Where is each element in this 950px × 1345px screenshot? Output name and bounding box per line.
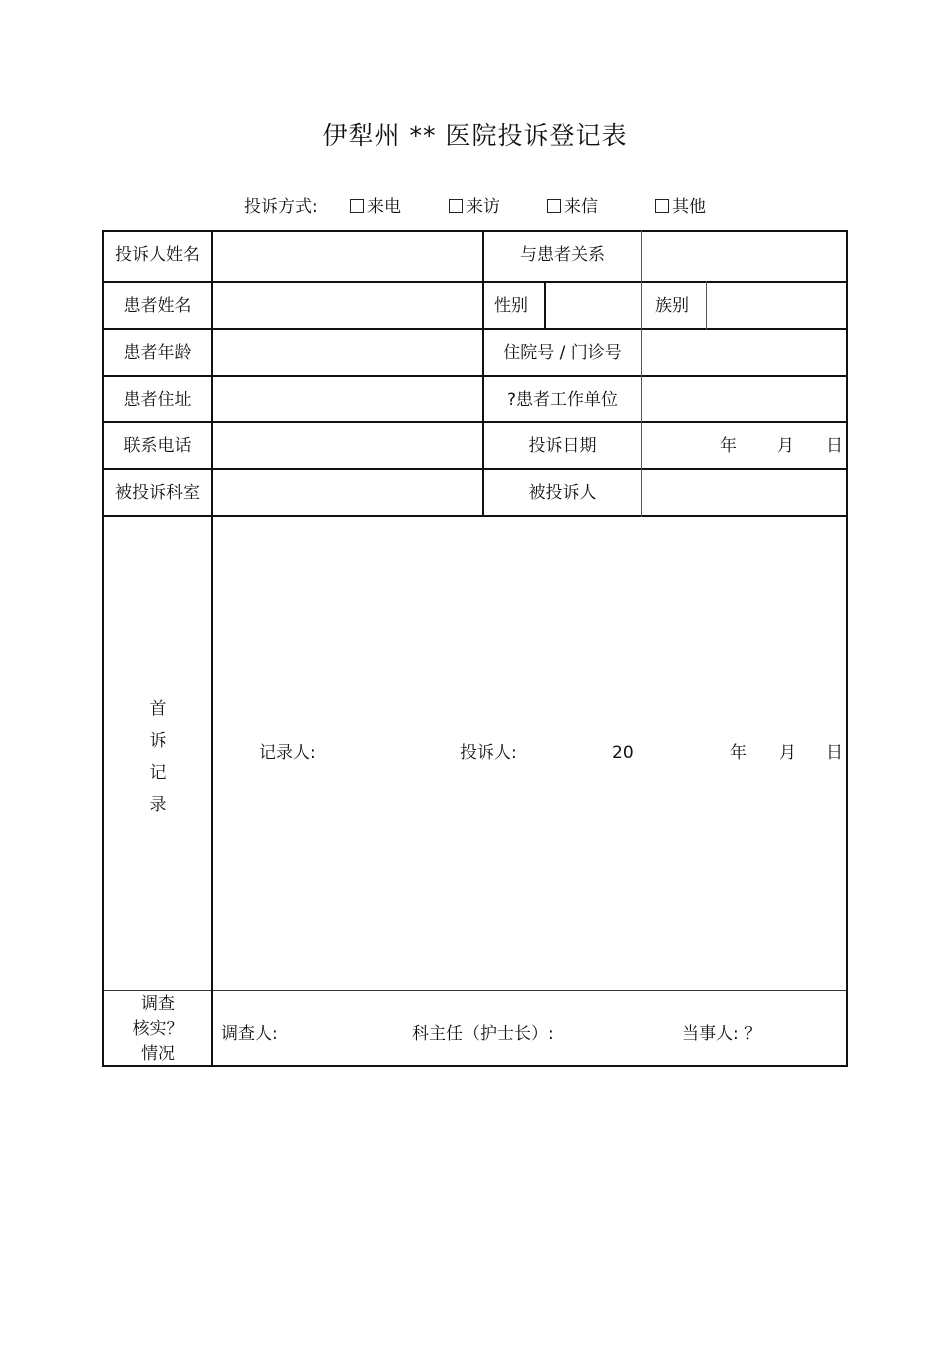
respondent-label: 被投诉人	[528, 483, 597, 503]
hospital-number-label: 住院号 / 门诊号	[503, 343, 622, 363]
work-unit-label: ?患者工作单位	[506, 390, 619, 410]
respondent-field[interactable]	[643, 470, 845, 514]
record-complainant-label: 投诉人:	[460, 743, 517, 763]
relation-label: 与患者关系	[520, 245, 605, 265]
patient-age-field[interactable]	[213, 330, 481, 374]
gender-field[interactable]	[546, 283, 640, 327]
complaint-method-label: 投诉方式:	[244, 197, 318, 217]
phone-label: 联系电话	[123, 436, 192, 456]
form-title: 伊犁州 ** 医院投诉登记表	[322, 121, 628, 150]
recorder-label: 记录人:	[259, 743, 316, 763]
method-phone-label: 来电	[367, 197, 401, 217]
date-day-label: 日	[826, 436, 843, 456]
record-day-label: 日	[826, 743, 843, 763]
relation-field[interactable]	[643, 232, 845, 280]
ethnicity-field[interactable]	[708, 283, 845, 327]
patient-name-field[interactable]	[213, 283, 481, 327]
table-border	[102, 1065, 848, 1067]
column-divider	[641, 230, 642, 517]
patient-age-label: 患者年龄	[123, 343, 192, 363]
record-year-label: 年	[730, 743, 747, 763]
gender-label: 性别	[494, 296, 528, 316]
phone-field[interactable]	[213, 423, 481, 467]
method-letter-label: 来信	[564, 197, 598, 217]
party-label: 当事人: ？	[682, 1024, 762, 1044]
patient-address-label: 患者住址	[123, 390, 192, 410]
patient-address-field[interactable]	[213, 377, 481, 420]
record-month-label: 月	[779, 743, 796, 763]
date-month-label: 月	[777, 436, 794, 456]
method-other-label: 其他	[672, 197, 706, 217]
work-unit-field[interactable]	[643, 377, 845, 420]
first-record-char: 记	[149, 763, 167, 783]
column-divider	[482, 230, 484, 517]
row-divider	[102, 990, 848, 991]
department-label: 被投诉科室	[115, 483, 200, 503]
investigation-label-line: 核实？	[132, 1019, 184, 1039]
date-year-label: 年	[720, 436, 737, 456]
patient-name-label: 患者姓名	[123, 296, 192, 316]
director-label: 科主任（护士长）:	[412, 1024, 554, 1044]
investigator-label: 调查人:	[221, 1024, 278, 1044]
first-record-char: 首	[149, 699, 167, 719]
complaint-date-label: 投诉日期	[528, 436, 597, 456]
table-border	[846, 230, 848, 1067]
first-record-char: 录	[149, 795, 167, 815]
complainant-name-label: 投诉人姓名	[115, 245, 200, 265]
record-year-prefix: 20	[612, 743, 634, 763]
investigation-label-line: 情况	[141, 1044, 175, 1064]
hospital-number-field[interactable]	[643, 330, 845, 374]
investigation-label	[104, 992, 212, 1067]
first-record-label	[104, 693, 212, 821]
investigation-label-line: 调查	[141, 994, 175, 1014]
ethnicity-label: 族别	[655, 296, 689, 316]
column-divider	[706, 281, 707, 330]
department-field[interactable]	[213, 470, 481, 514]
first-record-char: 诉	[149, 731, 167, 751]
complainant-name-field[interactable]	[213, 232, 481, 280]
method-visit-label: 来访	[466, 197, 500, 217]
